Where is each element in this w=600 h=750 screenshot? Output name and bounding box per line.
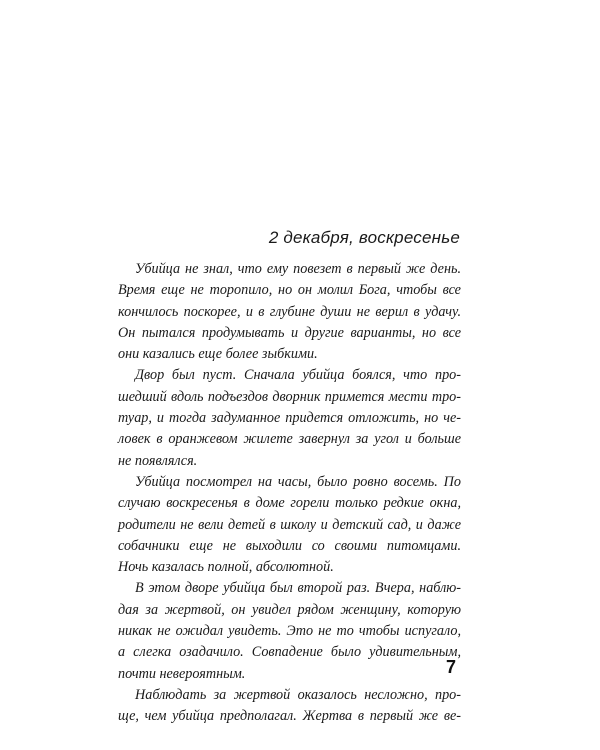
text-line: туар, и тогда задуманное придется отложить, но че- [118,410,461,427]
text-line: Убийца посмотрел на часы, было ровно восемь. По [135,473,461,490]
text-line: дая за жертвой, он увидел рядом женщину, которую [118,601,461,618]
text-line: собачники еще не выходили со своими питомцами. [118,537,461,554]
text-line: родители не вели детей в школу и детский сад, и даже [118,516,461,533]
text-line: ще, чем убийца предполагал. Жертва в первый же ве- [118,708,461,725]
text-line: они казались еще более зыбкими. [118,346,318,363]
text-line: Время еще не торопило, но он молил Бога, чтобы все [118,282,461,299]
text-line: а слегка озадачило. Совпадение было удивительным, [118,644,461,661]
chapter-heading: 2 декабря, воскресенье [268,228,460,247]
text-line: кончилось поскорее, и в глубине души не верил в удачу. [118,303,461,320]
text-line: Наблюдать за жертвой оказалось несложно, про- [135,686,461,703]
body-text [118,259,461,728]
page-number: 7 [446,657,457,677]
text-line: почти невероятным. [118,665,246,682]
text-line: шедший вдоль подъездов дворник примется мести тро- [118,388,461,405]
text-line: Он пытался продумывать и другие варианты, но все [118,324,461,341]
text-line: не появлялся. [118,452,198,469]
text-line: Двор был пуст. Сначала убийца боялся, что про- [135,367,461,384]
text-line: Ночь казалась полной, абсолютной. [118,559,334,576]
text-line: случаю воскресенья в доме горели только редкие окна, [118,495,461,512]
text-line: ловек в оранжевом жилете завернул за угол и больше [118,431,461,448]
text-line: В этом дворе убийца был второй раз. Вчера, наблю- [135,580,461,597]
text-line: Убийца не знал, что ему повезет в первый же день. [135,261,461,277]
text-line: никак не ожидал увидеть. Это не то чтобы испугало, [118,623,461,640]
